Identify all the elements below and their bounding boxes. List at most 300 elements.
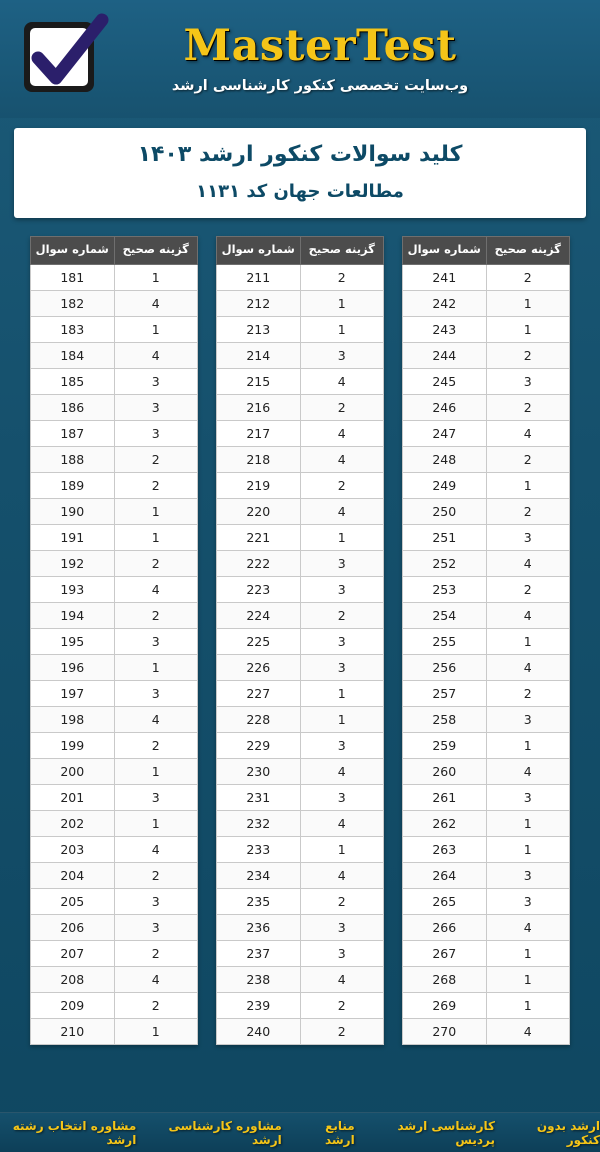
footer-link-3[interactable]: منابع ارشد	[324, 1118, 355, 1147]
header-correct-option: گزینه صحیح	[486, 237, 570, 265]
cell-correct-option: 1	[114, 810, 198, 836]
cell-question-number: 212	[217, 290, 301, 316]
answer-key-tables	[0, 236, 600, 1045]
table-body-1	[31, 264, 198, 1044]
cell-question-number: 234	[217, 862, 301, 888]
cell-question-number: 257	[403, 680, 487, 706]
cell-correct-option: 3	[114, 784, 198, 810]
cell-question-number: 214	[217, 342, 301, 368]
cell-question-number: 252	[403, 550, 487, 576]
table-row	[31, 966, 198, 992]
cell-correct-option: 4	[486, 758, 570, 784]
cell-correct-option: 4	[300, 758, 384, 784]
table-body-3	[403, 264, 570, 1044]
table-row	[217, 602, 384, 628]
cell-question-number: 206	[31, 914, 115, 940]
table-row	[403, 316, 570, 342]
cell-question-number: 266	[403, 914, 487, 940]
cell-correct-option: 2	[300, 472, 384, 498]
cell-correct-option: 1	[486, 628, 570, 654]
cell-question-number: 253	[403, 576, 487, 602]
cell-question-number: 182	[31, 290, 115, 316]
cell-question-number: 270	[403, 1018, 487, 1044]
table-row	[217, 472, 384, 498]
table-row	[31, 498, 198, 524]
table-row	[403, 758, 570, 784]
cell-correct-option: 1	[486, 290, 570, 316]
header-correct-option: گزینه صحیح	[114, 237, 198, 265]
cell-question-number: 241	[403, 264, 487, 290]
cell-correct-option: 4	[114, 290, 198, 316]
table-row	[217, 680, 384, 706]
cell-correct-option: 1	[114, 654, 198, 680]
table-row	[31, 342, 198, 368]
cell-question-number: 265	[403, 888, 487, 914]
table-row	[403, 524, 570, 550]
cell-question-number: 231	[217, 784, 301, 810]
table-row	[403, 1018, 570, 1044]
cell-correct-option: 3	[300, 784, 384, 810]
cell-question-number: 207	[31, 940, 115, 966]
cell-correct-option: 1	[114, 316, 198, 342]
cell-question-number: 227	[217, 680, 301, 706]
cell-correct-option: 2	[486, 446, 570, 472]
cell-correct-option: 1	[114, 498, 198, 524]
cell-correct-option: 3	[486, 368, 570, 394]
cell-correct-option: 4	[486, 654, 570, 680]
table-row	[217, 446, 384, 472]
cell-correct-option: 4	[486, 914, 570, 940]
cell-question-number: 199	[31, 732, 115, 758]
cell-correct-option: 1	[486, 810, 570, 836]
table-row	[31, 680, 198, 706]
table-row	[31, 368, 198, 394]
cell-question-number: 232	[217, 810, 301, 836]
cell-question-number: 238	[217, 966, 301, 992]
cell-correct-option: 1	[300, 290, 384, 316]
cell-question-number: 236	[217, 914, 301, 940]
cell-question-number: 190	[31, 498, 115, 524]
footer-link-4[interactable]: مشاوره کارشناسی ارشد	[168, 1118, 282, 1147]
cell-question-number: 247	[403, 420, 487, 446]
table-row	[403, 914, 570, 940]
cell-question-number: 215	[217, 368, 301, 394]
cell-question-number: 189	[31, 472, 115, 498]
table-header-row	[31, 237, 198, 265]
table-row	[217, 264, 384, 290]
cell-question-number: 221	[217, 524, 301, 550]
cell-correct-option: 4	[486, 602, 570, 628]
table-row	[403, 992, 570, 1018]
cell-question-number: 235	[217, 888, 301, 914]
table-row	[31, 524, 198, 550]
cell-question-number: 239	[217, 992, 301, 1018]
brand-subtitle: وب‌سایت تخصصی کنکور کارشناسی ارشد	[171, 77, 469, 94]
cell-question-number: 185	[31, 368, 115, 394]
header-question-number: شماره سوال	[403, 237, 487, 265]
cell-correct-option: 2	[300, 888, 384, 914]
table-row	[217, 394, 384, 420]
table-row	[403, 732, 570, 758]
cell-question-number: 244	[403, 342, 487, 368]
cell-question-number: 205	[31, 888, 115, 914]
table-row	[31, 862, 198, 888]
table-row	[31, 914, 198, 940]
cell-question-number: 243	[403, 316, 487, 342]
cell-correct-option: 3	[300, 342, 384, 368]
cell-question-number: 264	[403, 862, 487, 888]
cell-correct-option: 4	[114, 576, 198, 602]
table-row	[403, 394, 570, 420]
cell-correct-option: 3	[300, 914, 384, 940]
table-row	[217, 316, 384, 342]
table-row	[403, 446, 570, 472]
cell-question-number: 251	[403, 524, 487, 550]
cell-correct-option: 3	[300, 550, 384, 576]
table-row	[217, 524, 384, 550]
cell-correct-option: 3	[486, 784, 570, 810]
cell-correct-option: 3	[114, 888, 198, 914]
cell-correct-option: 2	[114, 472, 198, 498]
table-row	[403, 368, 570, 394]
cell-correct-option: 1	[486, 966, 570, 992]
table-row	[31, 784, 198, 810]
cell-question-number: 195	[31, 628, 115, 654]
cell-correct-option: 1	[486, 472, 570, 498]
cell-question-number: 225	[217, 628, 301, 654]
cell-question-number: 184	[31, 342, 115, 368]
cell-question-number: 226	[217, 654, 301, 680]
table-row	[31, 992, 198, 1018]
table-row	[403, 420, 570, 446]
cell-question-number: 220	[217, 498, 301, 524]
cell-question-number: 183	[31, 316, 115, 342]
cell-correct-option: 1	[486, 316, 570, 342]
cell-correct-option: 2	[114, 992, 198, 1018]
cell-correct-option: 4	[486, 1018, 570, 1044]
table-row	[31, 628, 198, 654]
cell-question-number: 218	[217, 446, 301, 472]
table-row	[217, 290, 384, 316]
cell-correct-option: 3	[114, 420, 198, 446]
table-row	[31, 316, 198, 342]
site-header	[0, 0, 600, 118]
cell-correct-option: 3	[300, 628, 384, 654]
cell-correct-option: 2	[300, 1018, 384, 1044]
table-header-row	[403, 237, 570, 265]
cell-correct-option: 1	[486, 732, 570, 758]
cell-question-number: 217	[217, 420, 301, 446]
cell-correct-option: 4	[300, 420, 384, 446]
table-row	[217, 1018, 384, 1044]
table-row	[217, 706, 384, 732]
table-row	[217, 992, 384, 1018]
table-row	[31, 290, 198, 316]
answer-key-table-3	[402, 236, 570, 1045]
cell-correct-option: 1	[486, 836, 570, 862]
cell-correct-option: 4	[300, 810, 384, 836]
table-row	[217, 654, 384, 680]
cell-correct-option: 1	[114, 264, 198, 290]
page-subtitle: مطالعات جهان کد ۱۱۳۱	[196, 181, 404, 202]
cell-question-number: 262	[403, 810, 487, 836]
table-row	[217, 784, 384, 810]
table-row	[403, 654, 570, 680]
cell-correct-option: 2	[114, 446, 198, 472]
cell-correct-option: 3	[114, 368, 198, 394]
table-row	[31, 602, 198, 628]
table-row	[403, 966, 570, 992]
cell-question-number: 229	[217, 732, 301, 758]
cell-correct-option: 2	[114, 602, 198, 628]
cell-question-number: 200	[31, 758, 115, 784]
cell-question-number: 242	[403, 290, 487, 316]
cell-correct-option: 2	[300, 394, 384, 420]
cell-question-number: 258	[403, 706, 487, 732]
cell-correct-option: 4	[114, 342, 198, 368]
cell-correct-option: 4	[486, 420, 570, 446]
cell-question-number: 240	[217, 1018, 301, 1044]
cell-correct-option: 3	[300, 576, 384, 602]
cell-correct-option: 3	[300, 940, 384, 966]
table-row	[217, 576, 384, 602]
cell-correct-option: 2	[486, 264, 570, 290]
table-row	[31, 264, 198, 290]
table-row	[403, 550, 570, 576]
cell-question-number: 194	[31, 602, 115, 628]
checkbox-check-icon	[18, 12, 110, 104]
cell-correct-option: 3	[486, 888, 570, 914]
cell-question-number: 210	[31, 1018, 115, 1044]
cell-correct-option: 3	[486, 862, 570, 888]
cell-question-number: 201	[31, 784, 115, 810]
table-row	[403, 706, 570, 732]
cell-question-number: 216	[217, 394, 301, 420]
cell-question-number: 254	[403, 602, 487, 628]
cell-correct-option: 1	[486, 940, 570, 966]
cell-correct-option: 3	[486, 706, 570, 732]
cell-question-number: 187	[31, 420, 115, 446]
cell-question-number: 230	[217, 758, 301, 784]
table-row	[217, 810, 384, 836]
table-row	[217, 966, 384, 992]
footer-link-2[interactable]: کارشناسی ارشد پردیس	[397, 1118, 495, 1147]
cell-question-number: 211	[217, 264, 301, 290]
cell-question-number: 245	[403, 368, 487, 394]
table-row	[31, 940, 198, 966]
cell-correct-option: 3	[300, 654, 384, 680]
cell-question-number: 224	[217, 602, 301, 628]
cell-question-number: 196	[31, 654, 115, 680]
table-row	[403, 264, 570, 290]
cell-question-number: 188	[31, 446, 115, 472]
cell-correct-option: 4	[300, 368, 384, 394]
cell-question-number: 267	[403, 940, 487, 966]
cell-correct-option: 2	[114, 550, 198, 576]
cell-question-number: 268	[403, 966, 487, 992]
cell-question-number: 219	[217, 472, 301, 498]
table-row	[31, 576, 198, 602]
cell-question-number: 233	[217, 836, 301, 862]
table-row	[31, 446, 198, 472]
cell-question-number: 192	[31, 550, 115, 576]
cell-question-number: 197	[31, 680, 115, 706]
table-row	[403, 628, 570, 654]
cell-question-number: 250	[403, 498, 487, 524]
table-row	[31, 732, 198, 758]
table-row	[217, 940, 384, 966]
table-row	[217, 836, 384, 862]
table-row	[217, 368, 384, 394]
header-correct-option: گزینه صحیح	[300, 237, 384, 265]
cell-question-number: 249	[403, 472, 487, 498]
cell-correct-option: 1	[300, 836, 384, 862]
table-header-row	[217, 237, 384, 265]
cell-correct-option: 3	[486, 524, 570, 550]
cell-correct-option: 3	[114, 394, 198, 420]
cell-correct-option: 1	[114, 758, 198, 784]
table-row	[31, 420, 198, 446]
cell-question-number: 223	[217, 576, 301, 602]
cell-question-number: 261	[403, 784, 487, 810]
cell-correct-option: 3	[114, 628, 198, 654]
table-row	[403, 784, 570, 810]
cell-question-number: 181	[31, 264, 115, 290]
cell-correct-option: 1	[486, 992, 570, 1018]
cell-question-number: 222	[217, 550, 301, 576]
cell-correct-option: 1	[114, 524, 198, 550]
cell-question-number: 263	[403, 836, 487, 862]
page-title: کلید سوالات کنکور ارشد ۱۴۰۳	[137, 142, 463, 167]
cell-question-number: 256	[403, 654, 487, 680]
cell-correct-option: 4	[114, 706, 198, 732]
table-row	[217, 914, 384, 940]
table-row	[31, 706, 198, 732]
answer-key-table-1	[30, 236, 198, 1045]
table-row	[403, 602, 570, 628]
table-row	[403, 680, 570, 706]
table-row	[31, 550, 198, 576]
table-row	[403, 576, 570, 602]
cell-correct-option: 1	[114, 1018, 198, 1044]
cell-correct-option: 3	[114, 680, 198, 706]
title-card	[14, 128, 586, 218]
answer-key-table-2	[216, 236, 384, 1045]
cell-correct-option: 2	[114, 732, 198, 758]
cell-question-number: 193	[31, 576, 115, 602]
table-row	[403, 862, 570, 888]
table-row	[31, 1018, 198, 1044]
cell-correct-option: 1	[300, 680, 384, 706]
cell-question-number: 228	[217, 706, 301, 732]
cell-question-number: 237	[217, 940, 301, 966]
cell-correct-option: 2	[114, 862, 198, 888]
cell-question-number: 209	[31, 992, 115, 1018]
cell-question-number: 269	[403, 992, 487, 1018]
table-row	[217, 862, 384, 888]
cell-question-number: 248	[403, 446, 487, 472]
cell-correct-option: 2	[486, 498, 570, 524]
table-row	[403, 836, 570, 862]
cell-question-number: 191	[31, 524, 115, 550]
cell-question-number: 259	[403, 732, 487, 758]
cell-correct-option: 2	[300, 264, 384, 290]
cell-correct-option: 1	[300, 524, 384, 550]
table-row	[31, 394, 198, 420]
table-row	[217, 420, 384, 446]
cell-correct-option: 2	[486, 576, 570, 602]
cell-correct-option: 2	[300, 602, 384, 628]
table-row	[217, 732, 384, 758]
table-row	[217, 342, 384, 368]
table-row	[403, 290, 570, 316]
header-question-number: شماره سوال	[217, 237, 301, 265]
cell-correct-option: 4	[114, 836, 198, 862]
cell-question-number: 208	[31, 966, 115, 992]
table-row	[31, 888, 198, 914]
cell-correct-option: 3	[300, 732, 384, 758]
footer-links	[0, 1112, 600, 1152]
table-row	[403, 888, 570, 914]
cell-correct-option: 4	[300, 862, 384, 888]
cell-question-number: 255	[403, 628, 487, 654]
table-row	[217, 498, 384, 524]
cell-question-number: 203	[31, 836, 115, 862]
table-row	[403, 498, 570, 524]
cell-correct-option: 4	[114, 966, 198, 992]
table-row	[31, 654, 198, 680]
table-row	[403, 810, 570, 836]
table-body-2	[217, 264, 384, 1044]
cell-correct-option: 4	[300, 966, 384, 992]
header-question-number: شماره سوال	[31, 237, 115, 265]
footer-link-1[interactable]: ارشد بدون کنکور	[536, 1118, 600, 1147]
cell-correct-option: 4	[300, 498, 384, 524]
cell-correct-option: 2	[300, 992, 384, 1018]
cell-correct-option: 2	[486, 342, 570, 368]
table-row	[217, 888, 384, 914]
cell-correct-option: 2	[486, 680, 570, 706]
cell-correct-option: 1	[300, 706, 384, 732]
cell-question-number: 260	[403, 758, 487, 784]
table-row	[31, 836, 198, 862]
cell-correct-option: 3	[114, 914, 198, 940]
cell-question-number: 198	[31, 706, 115, 732]
cell-correct-option: 2	[114, 940, 198, 966]
cell-correct-option: 4	[300, 446, 384, 472]
cell-question-number: 204	[31, 862, 115, 888]
footer-link-5[interactable]: مشاوره انتخاب رشته ارشد	[12, 1118, 137, 1147]
table-row	[31, 472, 198, 498]
cell-correct-option: 1	[300, 316, 384, 342]
brand	[171, 21, 469, 94]
cell-correct-option: 2	[486, 394, 570, 420]
cell-question-number: 213	[217, 316, 301, 342]
table-row	[403, 472, 570, 498]
table-row	[217, 550, 384, 576]
table-row	[31, 758, 198, 784]
table-row	[217, 628, 384, 654]
table-row	[403, 940, 570, 966]
table-row	[31, 810, 198, 836]
cell-question-number: 186	[31, 394, 115, 420]
cell-correct-option: 4	[486, 550, 570, 576]
cell-question-number: 246	[403, 394, 487, 420]
brand-title: MasterTest	[183, 21, 457, 72]
table-row	[403, 342, 570, 368]
cell-question-number: 202	[31, 810, 115, 836]
table-row	[217, 758, 384, 784]
